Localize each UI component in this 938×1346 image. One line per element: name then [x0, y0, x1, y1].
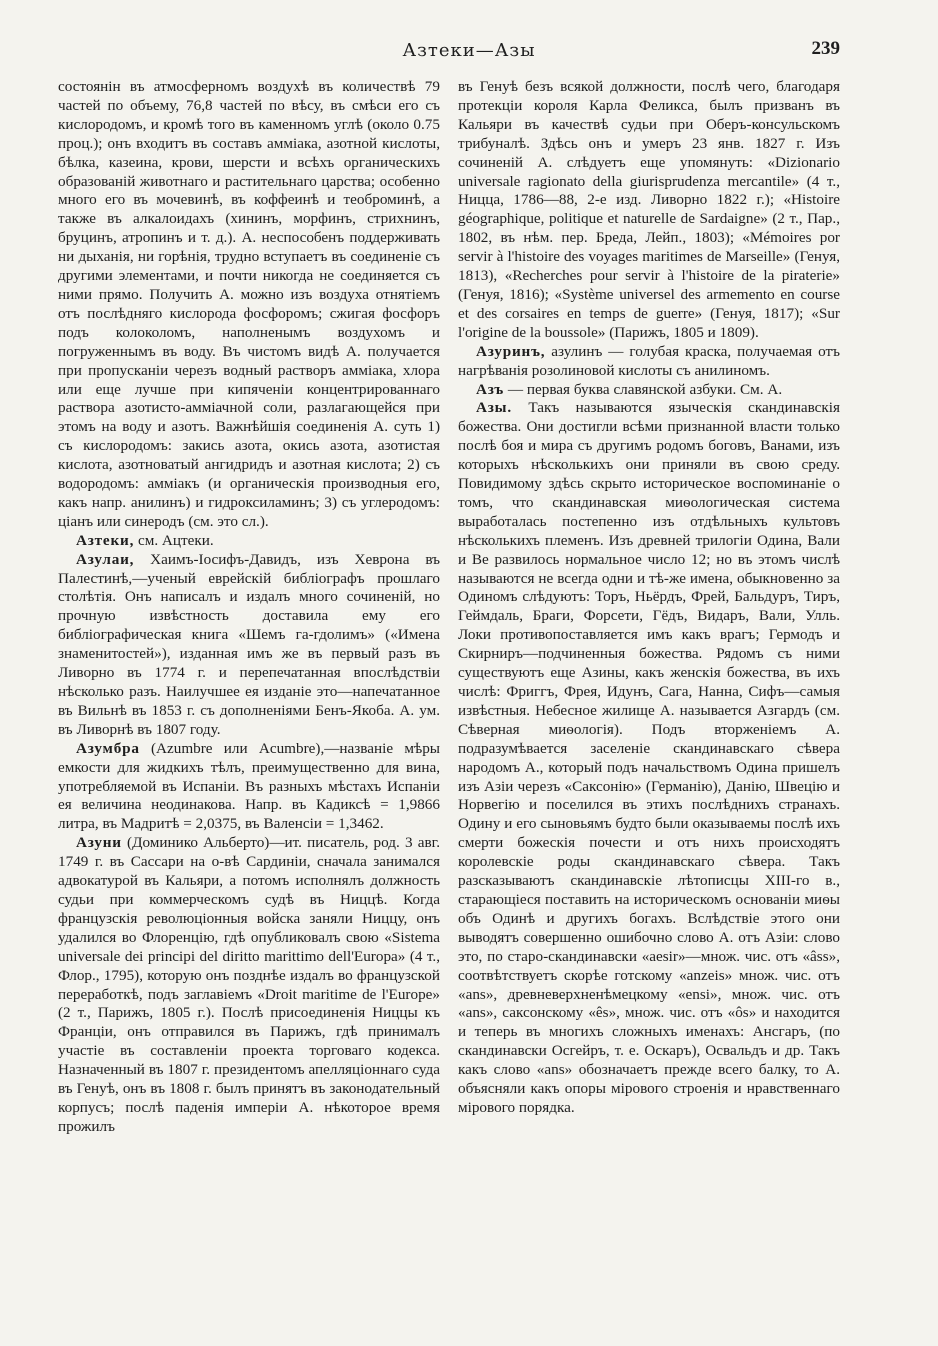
- entry-azumbra: [58, 740, 440, 835]
- entry-text: (Azumbre или Acumbre),—названіе мѣры емкости для жидкихъ тѣлъ, преимущественно для вина, употребляемой въ Испаніи. Въ разныхъ мѣстахъ Испаніи ея величина неодинакова. Напр. въ Кадиксѣ = 1,9866 литра, въ Мадритѣ = 2,0375, въ Валенсіи = 1,3462.: [58, 739, 440, 833]
- entry-headword: Азумбра: [76, 739, 140, 757]
- entry-azy: [458, 399, 840, 1117]
- entry-text: Хаимъ-Іосифъ-Давидъ, изъ Хеврона въ Палестинѣ,—ученый еврейскій библіографъ прошлаго столѣтія. Онъ написалъ и издалъ много сочиненій, но прочную извѣстность доставила ему его библіографическая книга «Шемъ га-гдолимъ» («Имена знаменитостей»), изданная имъ же въ первый разъ въ Ливорно въ 1774 г. и перепечатанная впослѣдствіи нѣсколько разъ. Наилучшее ея изданіе это—напечатанное въ Вильнѣ въ 1853 г. съ дополненіями Бенъ-Якоба. А. ум. въ Ливорнѣ въ 1807 году.: [58, 550, 440, 738]
- entry-text: см. Ацтеки.: [134, 531, 214, 549]
- entry-azot-continuation: [58, 78, 440, 532]
- entry-text: состоянін въ атмосферномъ воздухѣ въ количествѣ 79 частей по объему, 76,8 частей по вѣсу, въ смѣси его съ кислородомъ, и кромѣ того въ каменномъ углѣ (около 0.75 проц.); онъ входитъ въ составъ аммiака, азотной кислоты, бѣлка, казеина, крови, шерсти и всѣхъ органическихъ образованій животнаго и растительнаго царства; особенно много его въ мочевинѣ, въ коффеинѣ и теоброминѣ, а также въ алкалоидахъ (хининъ, морфинъ, стрихнинъ, бруцинъ, атропинъ и т. д.). А. неспособенъ поддерживать ни дыханія, ни горѣнія, трудно вступаетъ въ соединеніе съ другими элементами, и почти никогда не соединяется съ ними прямо. Получить А. можно изъ воздуха отнятіемъ отъ послѣдняго кислорода фосфоромъ; сжигая фосфоръ подъ колоколомъ, наполненымъ воздухомъ и погруженнымъ въ воду. Въ чистомъ видѣ А. получается при пропусканіи черезъ водный растворъ аммiака, хлора или еще лучше при кипяченіи концентрированнаго раствора азотисто-аммiачной соли, разлагающейся при этомъ на воду и азотъ. Важнѣйшія соединенія А. суть 1) съ кислородомъ: закись азота, окись азота, азотистая кислота, азотноватый ангидридъ и азотная кислота; 2) съ водородомъ: аммiакъ (и органическія производныя его, какъ напр. анилинъ) и гидроксиламинъ; 3) съ углеродомъ: ціанъ или синеродъ (см. это сл.).: [58, 78, 440, 530]
- right-column: [458, 78, 840, 1118]
- page-number: 239: [811, 38, 840, 59]
- entry-azuni-continuation: [458, 78, 840, 343]
- entry-text: — первая буква славянской азбуки. См. А.: [504, 380, 783, 398]
- entry-headword: Азуни: [76, 834, 122, 852]
- entry-headword: Азтеки,: [76, 531, 135, 549]
- entry-text: (Доминико Альберто)—ит. писатель, род. 3 авг. 1749 г. въ Сассари на о-вѣ Сардиніи, сначала занимался адвокатурой въ Кальяри, а потомъ исполнялъ должность судьи при коммерческомъ судѣ въ Ниццѣ. Когда французскія революціонныя войска заняли Ниццу, онъ удалился во Флоренцію, гдѣ опубликовалъ свою «Sistema universale dei principi del diritto marittimo dell'Europa» (4 т., Флор., 1795), которую онъ позднѣе издалъ во французской переработкѣ, подъ заглавіемъ «Droit maritime de l'Europe» (2 т., Парижъ, 1805 г.). Послѣ присоединенія Ниццы къ Франціи, онъ отправился въ Парижъ, гдѣ принималъ участіе въ составленіи проекта торговаго кодекса. Назначенный въ 1807 г. президентомъ апелляціоннаго суда въ Генуѣ, онъ въ 1808 г. былъ принятъ въ законодательный корпусъ; послѣ паденія имперіи А. нѣкоторое время прожилъ: [58, 834, 440, 1135]
- entry-azulai: [58, 551, 440, 740]
- entry-text: въ Генуѣ безъ всякой должности, послѣ чего, благодаря протекціи короля Карла Феликса, былъ призванъ въ Кальяри въ качествѣ судьи при Оберъ-консульскомъ трибуналѣ. Здѣсь онъ и умеръ 23 янв. 1827 г. Изъ сочиненій А. слѣдуетъ еще упомянуть: «Dizionario universale ragionato della giurisprudenza mercantile» (4 т., Ницца, 1786—88, 2-е изд. Ливорно 1822 г.); «Histoire géographique, politique et naturelle de Sardaigne» (2 т., Пар., 1802, въ нѣм. пер. Бреда, Лейп., 1803); «Mémoires por servir à l'histoire des voyages maritimes de Marseille» (Генуя, 1813), «Recherches pour servir à l'histoire de la piraterie» (Генуя, 1816); «Système universel des armemento en course et des corsaires en temps de guerre» (Генуя, 1817); «Sur l'origine de la boussole» (Парижъ, 1805 и 1809).: [458, 78, 840, 341]
- entry-headword: Азулаи,: [76, 550, 135, 568]
- entry-aztecs: [58, 532, 440, 551]
- entry-azuni: [58, 834, 440, 1137]
- entry-text: азулинъ — голубая краска, получаемая отъ нагрѣванія розолиновой кислоты съ анилиномъ.: [458, 342, 840, 379]
- entry-az: [458, 381, 840, 400]
- entry-headword: Азуринъ,: [476, 342, 546, 360]
- entry-text: Такъ называются языческія скандинавскія божества. Они достигли всѣми признанной власти только послѣ боя и мира съ другимъ родомъ боговъ, Ванами, изъ которыхъ нѣсколькихъ они приняли въ свою среду. Повидимому здѣсь скрыто историческое воспоминаніе о томъ, что скандинавская миѳологическая система выработалась постепенно изъ отдѣльныхъ культовъ нѣсколькихъ племенъ. Изъ древней трилогіи Одина, Вали и Ве развилось нормальное число 12; но въ этомъ числѣ называются не всегда одни и тѣ-же имена, обыкновенно за Одиномъ слѣдуютъ: Торъ, Ньёрдъ, Фрей, Бальдуръ, Тиръ, Геймдаль, Браги, Форсети, Гёдъ, Видаръ, Вали, Улль. Локи противопоставляется имъ какъ врагъ; Гермодъ и Скирниръ—подчиненныя божества. Рядомъ съ ними существуютъ еще Азины, какъ женскія божества, въ ихъ числѣ: Фриггъ, Фрея, Идунъ, Сага, Нанна, Сифъ—самыя извѣстныя. Небесное жилище А. называется Азгардъ (см. Сѣверная миѳологія). Подъ вторженіемъ А. подразумѣвается заселеніе скандинавскаго сѣвера народомъ А., который подъ начальствомъ Одина пришелъ изъ Азіи черезъ «Саксонію» (Германію), Данію, Швецію и Норвегію и поселился въ этихъ послѣднихъ странахъ. Одину и его сыновьямъ будто были оказываемы послѣ ихъ смерти божескія почести и отъ нихъ происходятъ королевскіе роды скандинавскаго сѣвера. Такъ разсказываютъ скандинавскіе лѣтописцы XIII-го в., старающіеся поставить на историческомъ основаніи миѳы объ Одинѣ и другихъ богахъ. Вслѣдствіе этого они выводятъ совершенно ошибочно слово А. отъ Азіи: слово это, по старо-скандинавски «aesir»—множ. чис. отъ «âss», соотвѣтствуетъ скорѣе готскому «anzeis» множ. чис. отъ «ans», древневерхненѣмецкому «ensi», множ. чис. отъ «ans», саксонскому «ês», множ. чис. отъ «ôs» и находится и теперь въ многихъ сложныхъ именахъ: Ансгаръ, (по скандинавски Осгейръ, т. е. Оскаръ), Освальдъ и др. Такъ какъ слово «ans» обозначаетъ прежде всего балку, то А. объясняли какъ опоры мірового строенія и нравственнаго мірового порядка.: [458, 399, 840, 1116]
- entry-headword: Азы.: [476, 399, 512, 417]
- running-header: Азтеки—Азы: [402, 40, 536, 61]
- left-column: [58, 78, 440, 1137]
- entry-headword: Азъ: [476, 380, 505, 398]
- entry-azurin: [458, 343, 840, 381]
